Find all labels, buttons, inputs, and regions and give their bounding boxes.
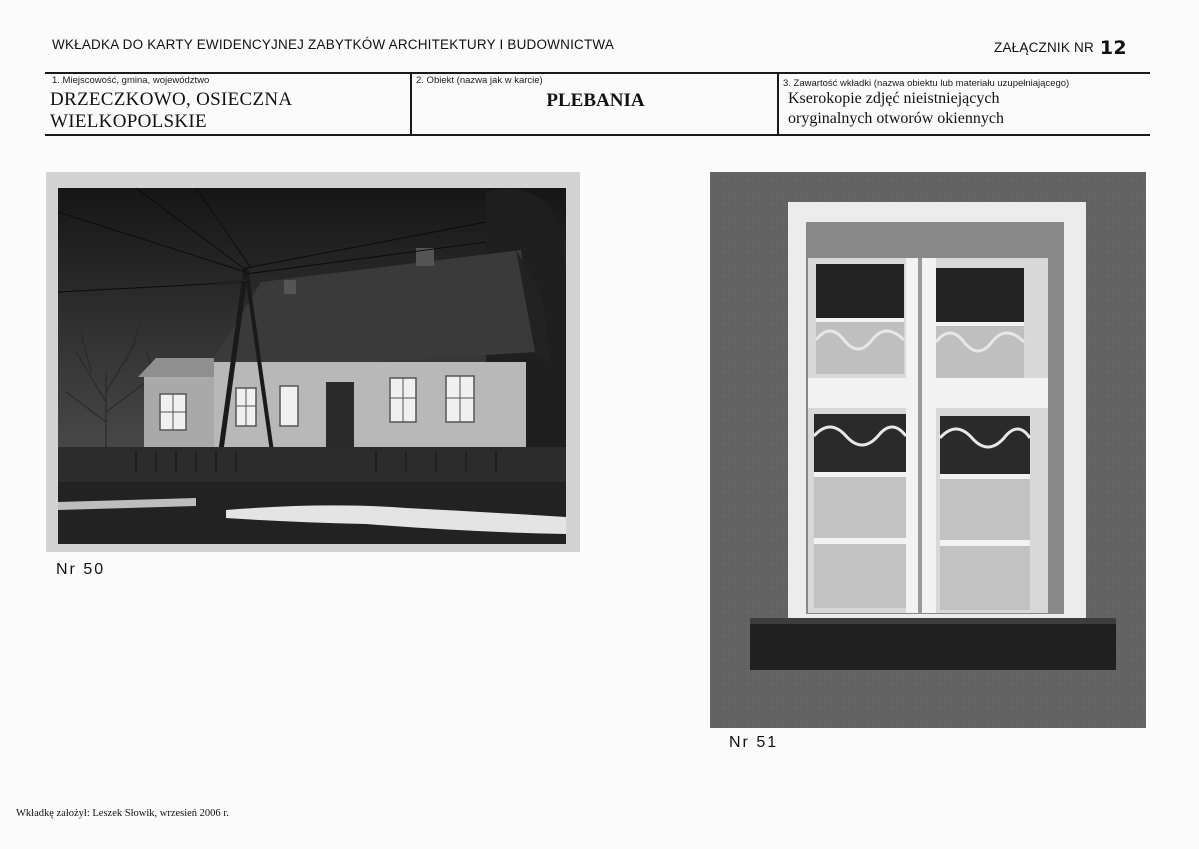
document-title: WKŁADKA DO KARTY EWIDENCYJNEJ ZABYTKÓW ARCHITEKTURY I BUDOWNICTWA bbox=[52, 37, 615, 52]
photo-number-51: Nr 51 bbox=[729, 734, 779, 751]
annex-number-value: 12 bbox=[1099, 37, 1127, 59]
location-value bbox=[50, 89, 292, 133]
location-caption: 1. Miejscowość, gmina, województwo bbox=[52, 75, 210, 86]
contents-caption: 3. Zawartość wkładki (nazwa obiektu lub materiału uzupełniającego) bbox=[783, 78, 1070, 89]
contents-line-2: oryginalnych otworów okiennych bbox=[788, 110, 1004, 127]
contents-value bbox=[788, 89, 1004, 129]
photo-number-50: Nr 50 bbox=[56, 561, 106, 578]
annex-number bbox=[994, 37, 1127, 59]
house-photo-image bbox=[46, 172, 580, 552]
contents-line-1: Kserokopie zdjęć nieistniejących bbox=[788, 90, 1000, 107]
house-photo bbox=[46, 172, 580, 552]
location-line-2: WIELKOPOLSKIE bbox=[50, 111, 207, 132]
table-bottom-rule bbox=[45, 134, 1150, 136]
window-photo bbox=[710, 172, 1146, 728]
location-line-1: DRZECZKOWO, OSIECZNA bbox=[50, 89, 293, 110]
object-name: PLEBANIA bbox=[546, 90, 645, 111]
window-photo-image bbox=[710, 172, 1146, 728]
object-caption: 2. Obiekt (nazwa jak w karcie) bbox=[416, 75, 543, 86]
annex-label: ZAŁĄCZNIK NR bbox=[994, 40, 1094, 55]
table-top-rule bbox=[45, 72, 1150, 74]
author-note: Wkładkę założył: Leszek Słowik, wrzesień 2006 r. bbox=[16, 808, 229, 819]
